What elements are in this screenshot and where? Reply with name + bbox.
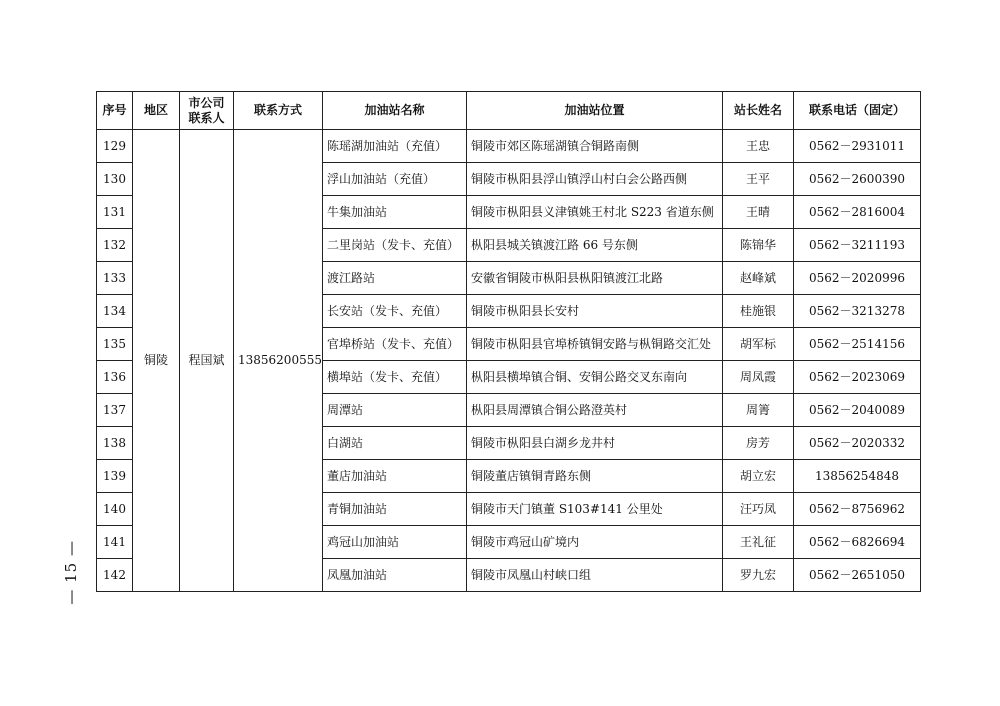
seq-cell: 135 [97, 328, 133, 361]
seq-cell: 142 [97, 559, 133, 592]
gas-station-table [96, 91, 921, 592]
phone-cell: 0562－2023069 [794, 361, 921, 394]
seq-cell: 139 [97, 460, 133, 493]
header-station-location: 加油站位置 [467, 92, 723, 130]
station-location-cell: 铜陵市凤凰山村峡口组 [467, 559, 723, 592]
manager-name-cell: 陈锦华 [723, 229, 794, 262]
manager-name-cell: 周凤霞 [723, 361, 794, 394]
manager-name-cell: 汪巧凤 [723, 493, 794, 526]
phone-cell: 0562－2816004 [794, 196, 921, 229]
seq-cell: 131 [97, 196, 133, 229]
table-body [97, 130, 921, 592]
manager-name-cell: 王忠 [723, 130, 794, 163]
station-location-cell: 铜陵市枞阳县浮山镇浮山村白会公路西侧 [467, 163, 723, 196]
seq-cell: 137 [97, 394, 133, 427]
region-cell: 铜陵 [133, 130, 180, 592]
phone-cell: 0562－3211193 [794, 229, 921, 262]
manager-name-cell: 桂施银 [723, 295, 794, 328]
header-region: 地区 [133, 92, 180, 130]
station-location-cell: 枞阳县横埠镇合铜、安铜公路交叉东南向 [467, 361, 723, 394]
station-name-cell: 凤凰加油站 [323, 559, 467, 592]
phone-cell: 0562－8756962 [794, 493, 921, 526]
station-location-cell: 铜陵市郊区陈瑶湖镇合铜路南侧 [467, 130, 723, 163]
station-name-cell: 官埠桥站（发卡、充值） [323, 328, 467, 361]
page-number: — 15 — [62, 540, 80, 605]
station-name-cell: 渡江路站 [323, 262, 467, 295]
station-location-cell: 枞阳县城关镇渡江路 66 号东侧 [467, 229, 723, 262]
phone-cell: 0562－3213278 [794, 295, 921, 328]
phone-cell: 0562－2514156 [794, 328, 921, 361]
seq-cell: 138 [97, 427, 133, 460]
station-name-cell: 牛集加油站 [323, 196, 467, 229]
manager-name-cell: 赵峰斌 [723, 262, 794, 295]
contact-person-cell: 程国斌 [180, 130, 234, 592]
station-name-cell: 周潭站 [323, 394, 467, 427]
station-location-cell: 铜陵市枞阳县官埠桥镇铜安路与枞铜路交汇处 [467, 328, 723, 361]
header-station-name: 加油站名称 [323, 92, 467, 130]
seq-cell: 134 [97, 295, 133, 328]
seq-cell: 140 [97, 493, 133, 526]
station-location-cell: 铜陵市枞阳县长安村 [467, 295, 723, 328]
station-location-cell: 铜陵市鸡冠山矿境内 [467, 526, 723, 559]
table-header [97, 92, 921, 130]
manager-name-cell: 罗九宏 [723, 559, 794, 592]
station-name-cell: 青铜加油站 [323, 493, 467, 526]
station-location-cell: 安徽省铜陵市枞阳县枞阳镇渡江北路 [467, 262, 723, 295]
phone-cell: 13856254848 [794, 460, 921, 493]
seq-cell: 141 [97, 526, 133, 559]
manager-name-cell: 王礼征 [723, 526, 794, 559]
station-name-cell: 长安站（发卡、充值） [323, 295, 467, 328]
station-location-cell: 铜陵市天门镇董 S103#141 公里处 [467, 493, 723, 526]
station-name-cell: 鸡冠山加油站 [323, 526, 467, 559]
phone-cell: 0562－2931011 [794, 130, 921, 163]
header-seq: 序号 [97, 92, 133, 130]
seq-cell: 129 [97, 130, 133, 163]
station-location-cell: 枞阳县周潭镇合铜公路澄英村 [467, 394, 723, 427]
header-phone: 联系电话（固定） [794, 92, 921, 130]
manager-name-cell: 胡军标 [723, 328, 794, 361]
station-name-cell: 陈瑶湖加油站（充值） [323, 130, 467, 163]
phone-cell: 0562－2651050 [794, 559, 921, 592]
seq-cell: 130 [97, 163, 133, 196]
phone-cell: 0562－2020996 [794, 262, 921, 295]
manager-name-cell: 王平 [723, 163, 794, 196]
manager-name-cell: 王晴 [723, 196, 794, 229]
manager-name-cell: 周箐 [723, 394, 794, 427]
header-contact-person: 市公司联系人 [180, 92, 234, 130]
header-manager-name: 站长姓名 [723, 92, 794, 130]
header-contact-method: 联系方式 [234, 92, 323, 130]
station-location-cell: 铜陵董店镇铜青路东侧 [467, 460, 723, 493]
manager-name-cell: 胡立宏 [723, 460, 794, 493]
station-name-cell: 白湖站 [323, 427, 467, 460]
phone-cell: 0562－2600390 [794, 163, 921, 196]
seq-cell: 133 [97, 262, 133, 295]
station-location-cell: 铜陵市枞阳县白湖乡龙井村 [467, 427, 723, 460]
phone-cell: 0562－2020332 [794, 427, 921, 460]
station-name-cell: 董店加油站 [323, 460, 467, 493]
station-name-cell: 浮山加油站（充值） [323, 163, 467, 196]
station-name-cell: 横埠站（发卡、充值） [323, 361, 467, 394]
contact-method-cell: 13856200555 [234, 130, 323, 592]
manager-name-cell: 房芳 [723, 427, 794, 460]
phone-cell: 0562－2040089 [794, 394, 921, 427]
table-row [97, 130, 921, 163]
station-location-cell: 铜陵市枞阳县义津镇姚王村北 S223 省道东侧 [467, 196, 723, 229]
phone-cell: 0562－6826694 [794, 526, 921, 559]
station-name-cell: 二里岗站（发卡、充值） [323, 229, 467, 262]
seq-cell: 132 [97, 229, 133, 262]
seq-cell: 136 [97, 361, 133, 394]
